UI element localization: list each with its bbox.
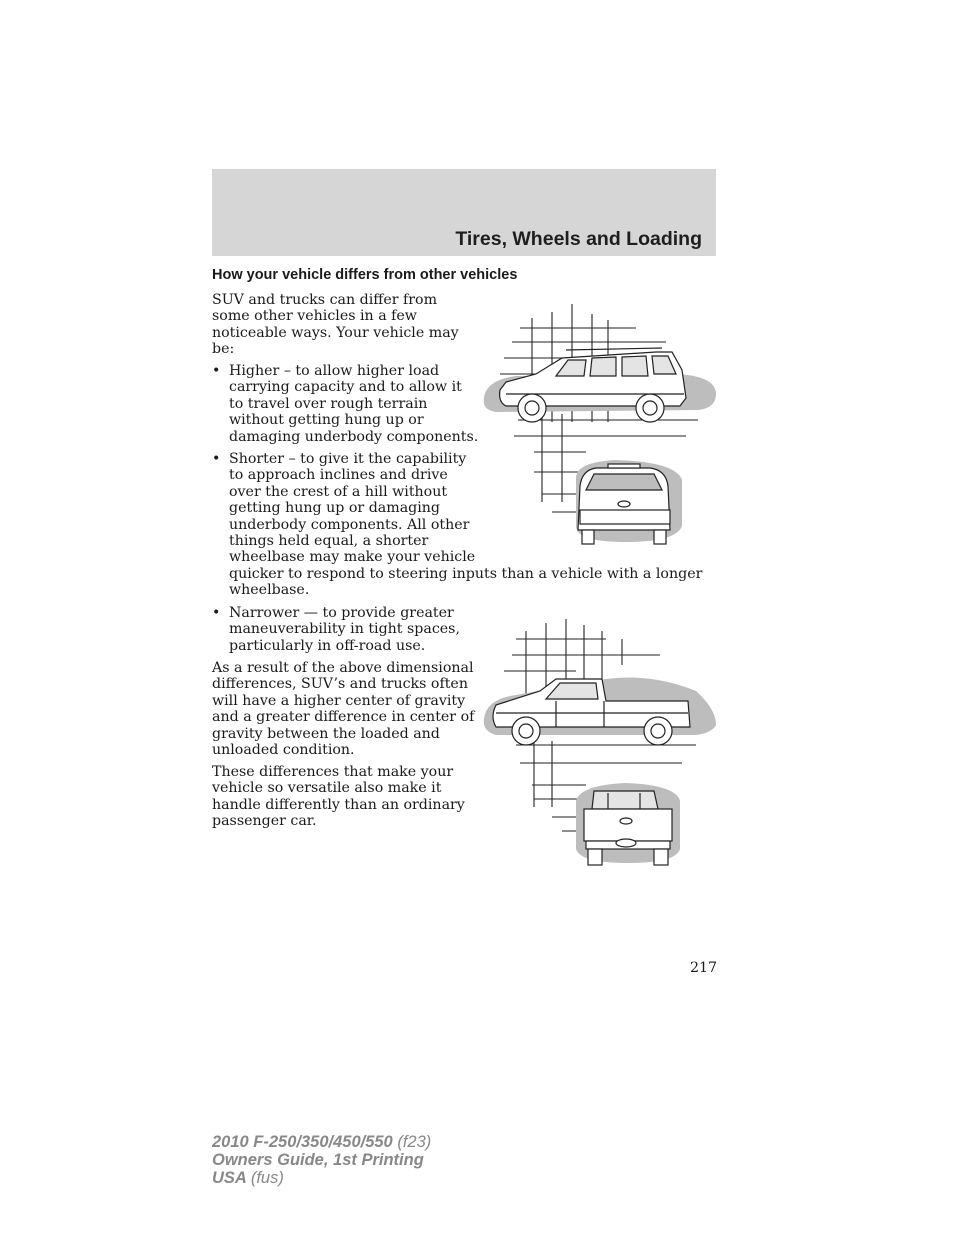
text-line: things held equal, a shorter <box>229 533 429 550</box>
text-line: getting hung up or damaging <box>229 500 441 517</box>
text-line: some other vehicles in a few <box>212 308 417 325</box>
text-line: to approach inclines and drive <box>229 467 448 484</box>
text-line: quicker to respond to steering inputs than a vehicle with a longer <box>229 565 703 582</box>
text-line: Higher – to allow higher load <box>229 363 440 379</box>
subheading: How your vehicle differs from other vehicles <box>212 267 518 283</box>
text-line: handle differently than an ordinary <box>212 796 465 813</box>
paragraph-center-of-gravity <box>212 660 474 758</box>
footer-model-code: (f23) <box>397 1133 432 1151</box>
text-line: vehicle so versatile also make it <box>212 780 442 797</box>
text-line: noticeable ways. Your vehicle may <box>212 324 459 341</box>
footer-line-3 <box>212 1169 431 1187</box>
text-line: damaging underbody components. <box>229 428 479 445</box>
text-line: gravity between the loaded and <box>212 725 440 742</box>
text-line: will have a higher center of gravity <box>212 692 466 709</box>
footer-edition: Owners Guide, 1st Printing <box>212 1151 424 1169</box>
section-title: Tires, Wheels and Loading <box>455 228 702 250</box>
footer <box>212 1133 431 1187</box>
footer-market-code: (fus) <box>250 1169 284 1187</box>
footer-line-1 <box>212 1133 431 1151</box>
bullet-text <box>229 363 478 445</box>
pickup-side-and-rear-illustration <box>476 617 718 870</box>
bullet-text <box>229 605 460 654</box>
text-line: particularly in off-road use. <box>229 637 426 654</box>
intro-paragraph <box>212 292 459 358</box>
text-line: As a result of the above dimensional <box>212 660 474 676</box>
text-line: wheelbase may make your vehicle <box>229 549 476 566</box>
header-band <box>212 169 716 256</box>
footer-market: USA <box>212 1169 247 1187</box>
text-line: These differences that make your <box>212 764 454 780</box>
text-line: and a greater difference in center of <box>212 709 475 726</box>
bullet-symbol: • <box>212 605 221 621</box>
text-line: Narrower — to provide greater <box>229 605 454 621</box>
footer-line-2 <box>212 1151 431 1169</box>
text-line: without getting hung up or <box>229 412 424 429</box>
page-number: 217 <box>690 960 718 976</box>
text-line: to travel over rough terrain <box>229 395 428 412</box>
text-line: wheelbase. <box>229 582 310 599</box>
text-line: be: <box>212 341 235 358</box>
bullet-symbol: • <box>212 451 221 467</box>
bullet-symbol: • <box>212 363 221 379</box>
text-line: over the crest of a hill without <box>229 483 448 500</box>
text-line: Shorter – to give it the capability <box>229 451 467 467</box>
text-line: SUV and trucks can differ from <box>212 292 438 308</box>
footer-model: 2010 F-250/350/450/550 <box>212 1133 393 1151</box>
text-line: passenger car. <box>212 813 317 830</box>
text-line: maneuverability in tight spaces, <box>229 621 460 638</box>
text-line: underbody components. All other <box>229 516 470 533</box>
suv-side-and-rear-illustration <box>476 302 718 548</box>
text-line: differences, SUV’s and trucks often <box>212 676 468 693</box>
text-line: carrying capacity and to allow it <box>229 379 462 396</box>
text-line: unloaded condition. <box>212 742 355 759</box>
paragraph-handling <box>212 764 465 830</box>
